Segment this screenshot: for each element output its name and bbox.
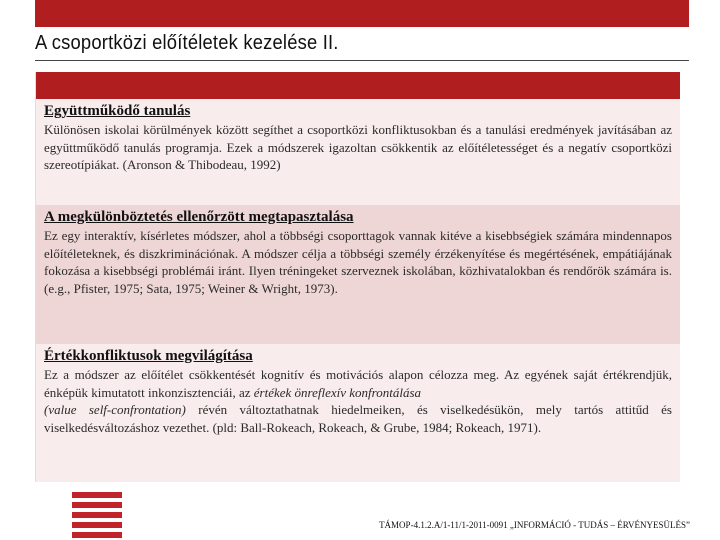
page-title: A csoportközi előítéletek kezelése II. xyxy=(35,32,339,54)
row-text-emphasis: (value self-confrontation) xyxy=(44,402,186,417)
row-text-part: révén változtathatnak hiedelmeiken, és viselkedésükön, mely tartós attitűd és viselkedésváltozáshoz vezethet. (pld: Ball-Rokeach, Rokeach, & Grube, 1984; Rokeach, 1971). xyxy=(44,402,672,435)
row-title: Értékkonfliktusok megvilágítása xyxy=(44,348,253,364)
row-text: Ez egy interaktív, kísérletes módszer, ahol a többségi csoporttagok vannak kitéve a kisebbségiek számára mindennapos előítéleteknek, és diszkriminációnak. A módszer célja a többségi személy érzékenyítése és megértésének, empátiájának fokozása a kisebbségi problémái iránt. Ilyen tréningeket szerveznek iskolában, közhivatalokban és rendőrök számára is. (e.g., Pfister, 1975; Sata, 1975; Weiner & Wright, 1973). xyxy=(44,228,672,296)
row-title: Együttműködő tanulás xyxy=(44,103,191,119)
table-row xyxy=(36,99,680,205)
title-divider xyxy=(35,60,689,61)
content-table xyxy=(35,72,680,482)
row-title: A megkülönböztetés ellenőrzött megtapasztalása xyxy=(44,209,354,225)
top-accent-bar xyxy=(35,0,689,27)
table-row xyxy=(36,205,680,344)
striped-logo-icon xyxy=(72,492,122,538)
row-text: Különösen iskolai körülmények között segíthet a csoportközi konfliktusokban és a tanulási eredmények javításában az együttműködő tanulás programja. Ezek a módszerek igazoltan csökkentik az előítéletességet és a negatív csoportközi szereotípiákat. (Aronson & Thibodeau, 1992) xyxy=(44,122,672,172)
table-row xyxy=(36,344,680,482)
row-text xyxy=(44,366,672,436)
row-text-part: Ez a módszer az előítélet csökkentését kognitív és motivációs alapon célozza meg. Az egyének saját értékrendjük, énképük kimutatott inkonzisztenciái, az xyxy=(44,367,672,400)
row-text-emphasis: értékek önreflexív konfrontálása xyxy=(253,384,422,400)
table-header-bar xyxy=(36,72,680,99)
footer-text: TÁMOP-4.1.2.A/1-11/1-2011-0091 „INFORMÁCIÓ - TUDÁS – ÉRVÉNYESÜLÉS” xyxy=(379,520,690,530)
